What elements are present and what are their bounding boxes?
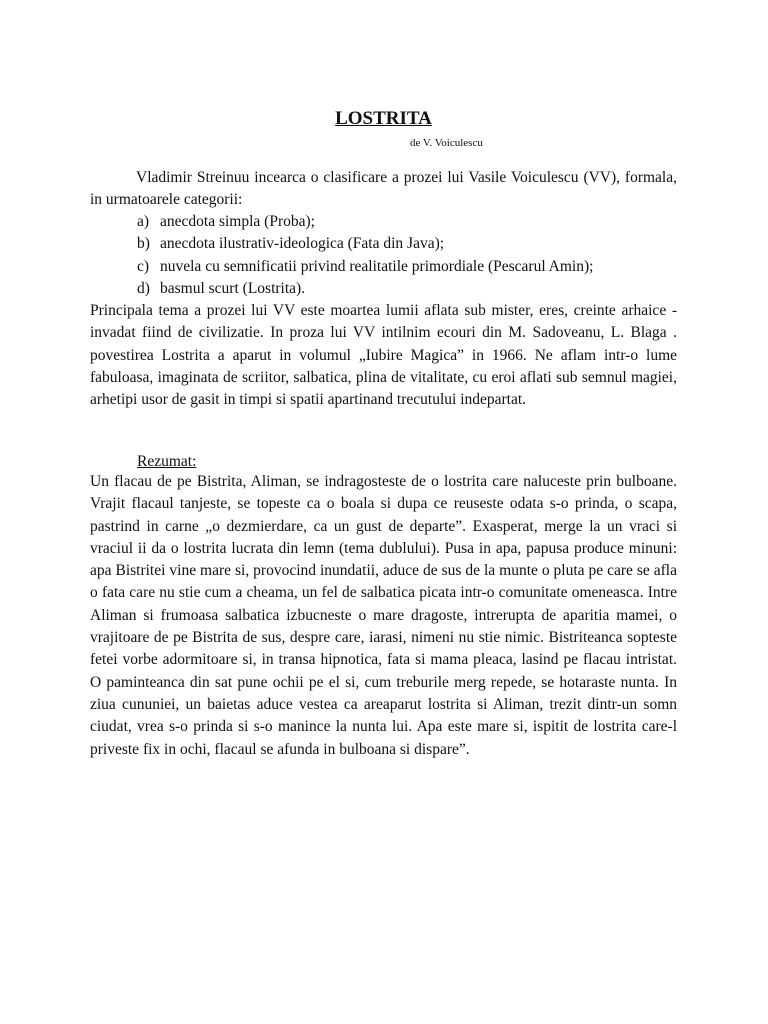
list-marker: a) (137, 213, 150, 230)
list-item-text: nuvela cu semnificatii privind realitatile primordiale (Pescarul Amin); (160, 257, 594, 275)
author-line: de V. Voiculescu (410, 137, 483, 149)
list-item (137, 233, 593, 255)
document-title: LOSTRITA (335, 108, 432, 129)
list-marker: d) (137, 279, 150, 297)
intro-paragraph: Vladimir Streinuu incearca o clasificare a prozei lui Vasile Voiculescu (VV), formala, in urmatoarele categorii: (90, 169, 677, 209)
list-item (137, 211, 593, 233)
theme-paragraph: Principala tema a prozei lui VV este moartea lumii aflata sub mister, eres, creinte arhaice - invadat fiind de civilizatie. In proza lui VV intilnim ecouri din M. Sadoveanu, L. Blaga . povestirea Lostrita a aparut in volumul „Iubire Magica” in 1966. Ne aflam intr-o lume fabuloasa, imaginata de scriitor, salbatica, plina de vitalitate, cu eroi aflati sub semnul magiei, arhetipi usor de gasit in timpi si spatii apartinand trecutului indepartat. (90, 302, 677, 409)
summary-paragraph: Un flacau de pe Bistrita, Aliman, se indragosteste de o lostrita care naluceste prin bulboane. Vrajit flacaul tanjeste, se topeste ca o boala si dupa ce reuseste odata s-o prinda, o scapa, pastrind in carne „o dezmierdare, ca un gust de departe”. Exasperat, merge la un vraci si vraciul ii da o lostrita lucrata din lemn (tema dublului). Pusa in apa, papusa produce minuni: apa Bistritei vine mare si, provocind inundatii, aduce de sus de la munte o pluta pe care se afla o fata care nu stie cum a cheama, un fel de salbatica picata intr-o comunitate omeneasca. Intre Aliman si frumoasa salbatica izbucneste o mare dragoste, intrerupta de aparitia mamei, o vrajitoare de pe Bistrita de sus, despre care, iarasi, nimeni nu stie nimic. Bistriteanca sopteste fetei vorbe adormitoare si, in transa hipnotica, fata si mama pleaca, lasind pe flacau intristat. O paminteanca din sat pune ochii pe el si, cum treburile merg repede, se hotaraste nunta. In ziua cununiei, un baietas aduce vestea ca areaparut lostrita si Aliman, trezit dintr-un somn ciudat, vrea s-o prinda si s-o manince la nunta lui. Apa este mare si, ispitit de lostrita care-l priveste fix in ochi, flacaul se afunda in bulboana si dispare”. (90, 473, 677, 758)
list-item (137, 278, 593, 300)
list-marker: b) (137, 235, 150, 253)
list-item-text: anecdota ilustrativ-ideologica (Fata din Java); (160, 235, 445, 253)
category-list (137, 211, 593, 300)
list-item (137, 256, 593, 278)
list-marker: c) (137, 257, 150, 275)
list-item-text: basmul scurt (Lostrita). (160, 279, 306, 297)
summary-heading: Rezumat: (137, 453, 197, 470)
list-item-text: anecdota simpla (Proba); (160, 213, 315, 230)
